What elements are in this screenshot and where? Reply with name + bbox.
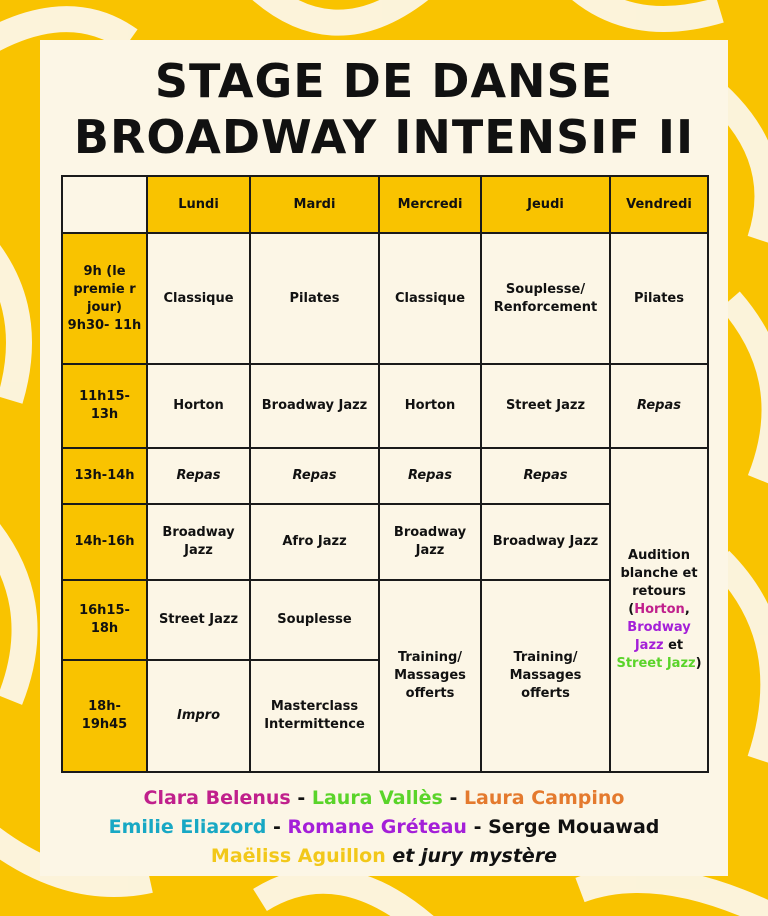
time-cell: 11h15- 13h (62, 364, 147, 448)
page-title-line1: STAGE DE DANSE (154, 54, 614, 108)
session-cell: Repas (250, 448, 379, 504)
credit-name: Serge Mouawad (488, 816, 660, 838)
day-header-jeudi: Jeudi (481, 176, 610, 233)
session-cell: Impro (147, 660, 250, 772)
audition-cell: Audition blanche et retours (Horton, Brodway Jazz et Street Jazz) (610, 448, 708, 772)
session-cell: Repas (147, 448, 250, 504)
session-cell: Afro Jazz (250, 504, 379, 580)
session-cell: Horton (147, 364, 250, 448)
page-title-line2: BROADWAY INTENSIF II (73, 110, 695, 164)
session-cell: Street Jazz (481, 364, 610, 448)
session-cell: Classique (147, 233, 250, 364)
day-header-vendredi: Vendredi (610, 176, 708, 233)
credit-name: Laura Vallès (311, 787, 443, 809)
time-cell: 14h-16h (62, 504, 147, 580)
credit-jury: et jury mystère (392, 845, 558, 867)
credits-line2: Emilie Eliazord - Romane Gréteau - Serge Mouawad (108, 816, 660, 838)
session-cell: Repas (481, 448, 610, 504)
session-cell: Broadway Jazz (147, 504, 250, 580)
day-header-mardi: Mardi (250, 176, 379, 233)
session-cell-training: Training/ Massages offerts (379, 580, 481, 772)
credit-name: Clara Belenus (143, 787, 291, 809)
session-cell: Repas (610, 364, 708, 448)
schedule-table (61, 175, 709, 773)
corner-cell (62, 176, 147, 233)
time-cell: 13h-14h (62, 448, 147, 504)
credits-line1: Clara Belenus - Laura Vallès - Laura Campino (143, 787, 625, 809)
table-header-row (62, 176, 708, 233)
session-cell: Repas (379, 448, 481, 504)
session-cell: Broadway Jazz (481, 504, 610, 580)
day-header-mercredi: Mercredi (379, 176, 481, 233)
session-cell: Souplesse (250, 580, 379, 660)
session-cell: Horton (379, 364, 481, 448)
time-cell: 16h15- 18h (62, 580, 147, 660)
session-cell-training: Training/ Massages offerts (481, 580, 610, 772)
credits-line3 (0, 842, 768, 871)
time-cell: 18h- 19h45 (62, 660, 147, 772)
session-cell: Broadway Jazz (379, 504, 481, 580)
session-cell: Masterclass Intermittence (250, 660, 379, 772)
session-cell: Broadway Jazz (250, 364, 379, 448)
credit-name: Laura Campino (463, 787, 625, 809)
table-row (62, 233, 708, 364)
session-cell: Pilates (250, 233, 379, 364)
session-cell: Street Jazz (147, 580, 250, 660)
credit-name: Maëliss Aguillon (210, 845, 386, 867)
session-cell: Souplesse/ Renforcement (481, 233, 610, 364)
session-cell: Pilates (610, 233, 708, 364)
credit-name: Emilie Eliazord (108, 816, 267, 838)
day-header-lundi: Lundi (147, 176, 250, 233)
table-row (62, 364, 708, 448)
credit-name: Romane Gréteau (287, 816, 467, 838)
table-row (62, 448, 708, 504)
time-cell: 9h (le premie r jour) 9h30- 11h (62, 233, 147, 364)
session-cell: Classique (379, 233, 481, 364)
